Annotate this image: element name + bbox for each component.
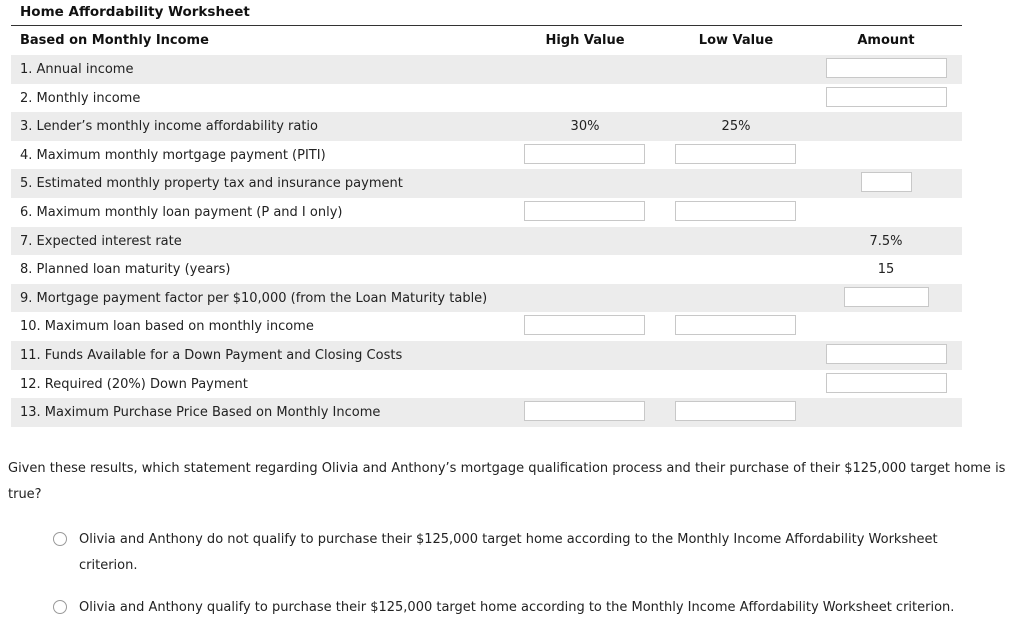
row-max-monthly-loan-payment: [11, 198, 962, 227]
max-mortgage-payment-high-input[interactable]: [524, 144, 645, 164]
radio-button[interactable]: [53, 532, 67, 546]
row-max-purchase-price: [11, 398, 962, 427]
row-label: 4. Maximum monthly mortgage payment (PITI): [20, 147, 326, 163]
row-affordability-ratio: [11, 112, 962, 141]
row-label: 11. Funds Available for a Down Payment and Closing Costs: [20, 347, 403, 363]
row-label: 9. Mortgage payment factor per $10,000 (from the Loan Maturity table): [20, 290, 488, 306]
row-label: 3. Lender’s monthly income affordability ratio: [20, 119, 318, 135]
answer-option-label: Olivia and Anthony qualify to purchase their $125,000 target home according to the Monthly Income Affordability Worksheet criterion.: [79, 600, 955, 615]
row-mortgage-payment-factor: [11, 284, 962, 313]
radio-button[interactable]: [53, 600, 67, 614]
max-mortgage-payment-low-input[interactable]: [675, 144, 796, 164]
row-annual-income: [11, 55, 962, 84]
answer-option-label: Olivia and Anthony do not qualify to purchase their $125,000 target home according to the Monthly Income Affordability Worksheet criterion.: [79, 532, 938, 573]
row-label: 1. Annual income: [20, 62, 134, 77]
header-low-value: Low Value: [698, 33, 774, 48]
header-amount: Amount: [857, 33, 915, 48]
row-label: 2. Monthly income: [20, 90, 141, 106]
loan-maturity-value: 15: [877, 262, 895, 278]
row-loan-maturity: [11, 255, 962, 284]
row-property-tax-insurance: [11, 169, 962, 198]
row-label: 8. Planned loan maturity (years): [20, 262, 231, 278]
max-purchase-price-low-input[interactable]: [675, 401, 796, 421]
row-label: 6. Maximum monthly loan payment (P and I only): [20, 204, 343, 220]
question-text: Given these results, which statement regarding Olivia and Anthony’s mortgage qualification process and their purchase of their $125,000 target home is true?: [8, 461, 1006, 502]
row-funds-available: [11, 341, 962, 370]
max-loan-low-input[interactable]: [675, 315, 796, 335]
row-label: 10. Maximum loan based on monthly income: [20, 319, 314, 335]
monthly-income-amount-input[interactable]: [826, 87, 947, 107]
title-divider: [11, 25, 962, 26]
row-maximum-loan: [11, 312, 962, 341]
row-label: 13. Maximum Purchase Price Based on Monthly Income: [20, 405, 381, 421]
worksheet-header-row: [11, 27, 962, 55]
row-monthly-income: [11, 84, 962, 113]
row-required-down-payment: [11, 370, 962, 399]
down-payment-amount-input[interactable]: [826, 373, 947, 393]
row-label: 12. Required (20%) Down Payment: [20, 376, 248, 392]
funds-available-amount-input[interactable]: [826, 344, 947, 364]
row-expected-interest-rate: [11, 227, 962, 256]
max-loan-payment-high-input[interactable]: [524, 201, 645, 221]
row-label: 7. Expected interest rate: [20, 233, 182, 249]
property-tax-insurance-amount-input[interactable]: [861, 172, 912, 192]
row-label: 5. Estimated monthly property tax and insurance payment: [20, 176, 403, 192]
worksheet-table: [11, 55, 962, 427]
ratio-low-value: 25%: [721, 119, 751, 135]
worksheet-title: Home Affordability Worksheet: [20, 4, 250, 20]
interest-rate-value: 7.5%: [869, 233, 903, 249]
ratio-high-value: 30%: [570, 119, 600, 135]
annual-income-amount-input[interactable]: [826, 58, 947, 78]
max-loan-high-input[interactable]: [524, 315, 645, 335]
max-purchase-price-high-input[interactable]: [524, 401, 645, 421]
payment-factor-amount-input[interactable]: [844, 287, 929, 307]
header-based-on-monthly-income: Based on Monthly Income: [20, 33, 209, 48]
header-high-value: High Value: [545, 33, 625, 48]
row-max-monthly-mortgage-payment: [11, 141, 962, 170]
max-loan-payment-low-input[interactable]: [675, 201, 796, 221]
